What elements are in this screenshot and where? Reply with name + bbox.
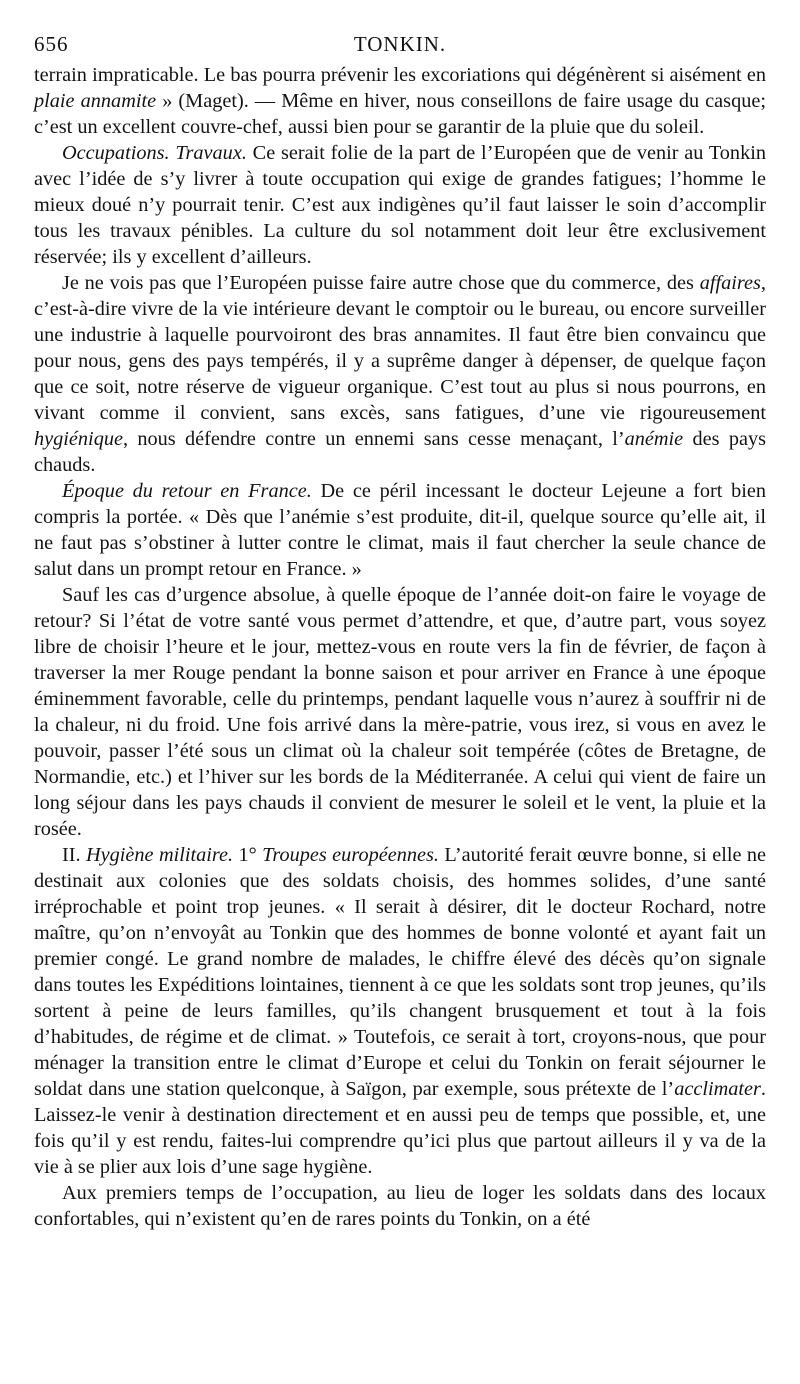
section-heading-military: Hygiène militaire. xyxy=(85,844,234,866)
section-heading-return: Époque du retour en France. xyxy=(62,480,312,502)
paragraph-return-to-france: Époque du retour en France. De ce péril incessant le docteur Lejeune a fort bien compris la portée. « Dès que l’anémie s’est produite, dit-il, quelque source qu’elle ait, il ne faut pas s’obstiner à lutter contre le climat, mais il faut chercher la seule chance de salut dans un prompt retour en France. » xyxy=(34,480,766,580)
paragraph-occupations: Occupations. Travaux. Ce serait folie de la part de l’Européen que de venir au Tonkin avec l’idée de s’y livrer à toute occupation qui exige de grandes fatigues; l’homme le mieux doué n’y pourrait tenir. C’est aux indigènes qu’il faut laisser le soin d’accomplir tous les travaux pénibles. La culture du sol notamment doit leur être exclusivement réservée; ils y excellent d’ailleurs. xyxy=(34,142,766,268)
paragraph-occupation-lodging: Aux premiers temps de l’occupation, au lieu de loger les soldats dans des locaux confortables, qui n’existent qu’en de rares points du Tonkin, on a été xyxy=(34,1182,766,1230)
paragraph-military-hygiene: II. Hygiène militaire. 1° Troupes européennes. L’autorité ferait œuvre bonne, si elle ne destinait aux colonies que des soldats choisis, des hommes solides, d’une santé irréprochable et point trop jeunes. « Il serait à désirer, dit le docteur Rochard, notre maître, qu’on n’envoyât au Tonkin que des hommes de bonne volonté et ayant fait un premier congé. Le grand nombre de malades, le chiffre élevé des décès qu’on signale dans toutes les Expéditions lointaines, tiennent à ce que les soldats sont trop jeunes, qu’ils sortent à peine de leurs familles, qu’ils changent brusquement et tout à la fois d’habitudes, de régime et de climat. » Toutefois, ce serait à tort, croyons-nous, que pour ménager la transition entre le climat d’Europe et celui du Tonkin on ferait séjourner le soldat dans une station quelconque, à Saïgon, par exemple, sous prétexte de l’acclimater. Laissez-le venir à destination directement et en aussi peu de temps que possible, et, une fois qu’il y est rendu, faites-lui comprendre qu’ici plus que partout ailleurs il y va de la vie à se plier aux lois d’une sage hygiène. xyxy=(34,844,767,1178)
section-heading-occupations: Occupations. Travaux. xyxy=(62,142,247,164)
paragraph-helmet-advice: terrain impraticable. Le bas pourra prévenir les excoriations qui dégénèrent si aisément en plaie annamite » (Maget). — Même en hiver, nous conseillons de faire usage du casque; c’est un excellent couvre-chef, aussi bien pour se garantir de la pluie que du soleil. xyxy=(34,64,766,138)
running-title: TONKIN. xyxy=(353,32,447,56)
page-header xyxy=(34,28,766,62)
body-text xyxy=(34,62,766,1232)
section-heading-troops: Troupes européennes. xyxy=(262,844,439,866)
paragraph-commerce: Je ne vois pas que l’Européen puisse faire autre chose que du commerce, des affaires, c’est-à-dire vivre de la vie intérieure devant le comptoir ou le bureau, ou encore surveiller une industrie à laquelle pourvoiront des bras annamites. Il faut être bien convaincu que pour nous, gens des pays tempérés, il y a suprême danger à dépenser, de quelque façon que ce soit, notre réserve de vigueur organique. C’est tout au plus si nous pourrons, en vivant comme il convient, sans excès, sans fatigues, d’une vie rigoureusement hygiénique, nous défendre contre un ennemi sans cesse menaçant, l’anémie des pays chauds. xyxy=(34,272,766,476)
paragraph-return-voyage: Sauf les cas d’urgence absolue, à quelle époque de l’année doit-on faire le voyage de retour? Si l’état de votre santé vous permet d’attendre, et que, d’autre part, vous soyez libre de choisir l’heure et le jour, mettez-vous en route vers la fin de février, de façon à traverser la mer Rouge pendant la bonne saison et pour arriver en France à une époque éminemment favorable, celle du printemps, pendant laquelle vous n’aurez à souffrir ni de la chaleur, ni du froid. Une fois arrivé dans la mère-patrie, vous irez, si vous en avez le pouvoir, passer l’été sous un climat où la chaleur soit tempérée (côtes de Bretagne, de Normandie, etc.) et l’hiver sur les bords de la Méditerranée. A celui qui vient de faire un long séjour dans les pays chauds il convient de mesurer le soleil et le vent, la pluie et la rosée. xyxy=(34,584,766,840)
page-number: 656 xyxy=(34,32,69,56)
